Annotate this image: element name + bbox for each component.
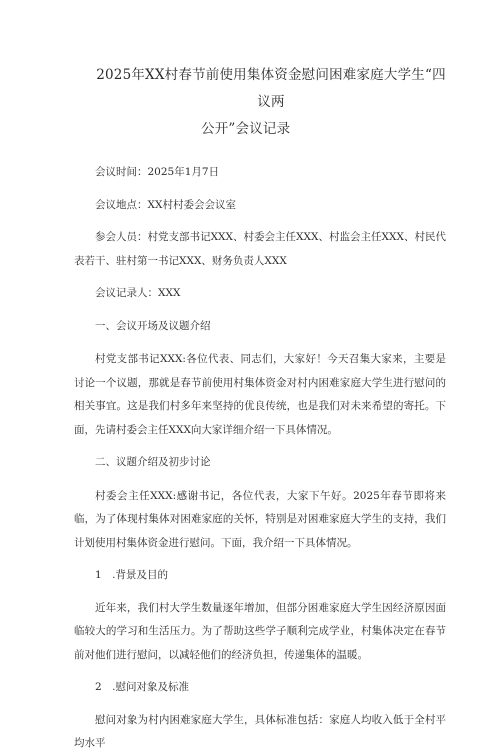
title-line-1: 2025年XX村春节前使用集体资金慰问困难家庭大学生“四议两 (96, 67, 446, 110)
attendees: 参会人员：村党支部书记XXX、村委会主任XXX、村监会主任XXX、村民代表若干、驻村第一书记XXX、财务负责人XXX (74, 231, 446, 267)
section-heading-1: 一、会议开场及议题介绍 (95, 319, 211, 332)
subheading-targets: 2 .慰问对象及标准 (95, 681, 190, 693)
title-line-2: 公开”会议记录 (201, 121, 291, 137)
body-paragraph-1: 村党支部书记XXX:各位代表、同志们，大家好！今天召集大家来，主要是讨论一个议题，那就是春节前使用村集体资金对村内困难家庭大学生进行慰问的相关事宜。这是我们村多年来坚持的优良传统，也是我们对未来希望的寄托。下面，先请村委会主任XXX向大家详细介绍一下具体情况。 (74, 353, 446, 436)
body-paragraph-2: 村委会主任XXX:感谢书记，各位代表，大家下午好。2025年春节即将来临，为了体现村集体对困难家庭的关怀，特别是对困难家庭大学生的支持，我们计划使用村集体资金进行慰问。下面，我介绍一下具体情况。 (74, 489, 446, 549)
body-paragraph-4: 慰问对象为村内困难家庭大学生，具体标准包括：家庭人均收入低于全村平均水平 (74, 713, 446, 749)
subheading-background: 1 .背景及目的 (95, 569, 169, 581)
meeting-time: 会议时间：2025年1月7日 (95, 166, 220, 178)
document-title (74, 62, 446, 143)
meeting-location: 会议地点：XX村村委会会议室 (95, 198, 236, 211)
body-paragraph-3: 近年来，我们村大学生数量逐年增加，但部分困难家庭大学生因经济原因面临较大的学习和生活压力。为了帮助这些学子顺利完成学业，村集体决定在春节前对他们进行慰问，以减轻他们的经济负担，传递集体的温暖。 (74, 601, 446, 661)
document-body (74, 161, 446, 756)
section-heading-2: 二、议题介绍及初步讨论 (95, 456, 211, 468)
recorder: 会议记录人：XXX (95, 287, 181, 299)
